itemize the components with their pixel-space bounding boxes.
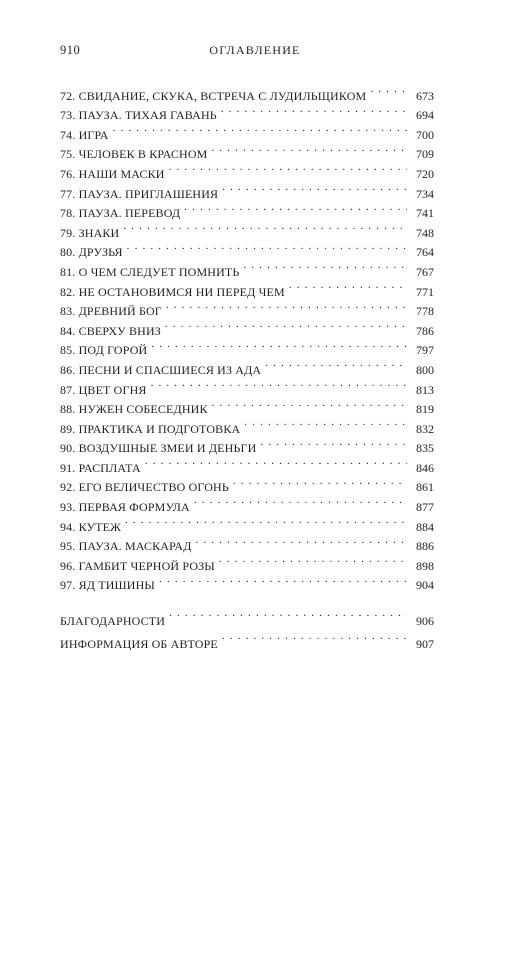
dot-leader	[265, 354, 407, 374]
toc-entry-title: БЛАГОДАРНОСТИ	[60, 614, 166, 628]
toc-entry-title: 97. ЯД ТИШИНЫ	[60, 578, 156, 593]
toc-entry-title: 72. СВИДАНИЕ, СКУКА, ВСТРЕЧА С ЛУДИЛЬЩИКОМ	[60, 88, 367, 103]
toc-entry-page: 906	[416, 614, 434, 628]
toc-entry-page: 877	[416, 500, 434, 515]
toc-entry-page: 835	[416, 441, 434, 456]
toc-entry-title: 74. ИГРА	[60, 127, 109, 142]
dot-leader	[127, 237, 407, 257]
dot-leader	[233, 472, 407, 492]
dot-leader	[159, 570, 407, 590]
toc-entry-page: 797	[416, 343, 434, 358]
toc-entry-page: 832	[416, 421, 434, 436]
dot-leader	[169, 602, 407, 625]
dot-leader	[243, 256, 407, 276]
toc-entry-page: 748	[416, 225, 434, 240]
toc-entry-title: 79. ЗНАКИ	[60, 225, 120, 240]
dot-leader	[260, 433, 407, 453]
toc-entry-page: 767	[416, 264, 434, 279]
toc-entry-title: 88. НУЖЕН СОБЕСЕДНИК	[60, 402, 208, 417]
toc-entry-page: 846	[416, 460, 434, 475]
toc-entry-page: 720	[416, 166, 434, 181]
page-number: 910	[60, 43, 81, 57]
toc-entry-page: 771	[416, 284, 434, 299]
toc-entry-title: 84. СВЕРХУ ВНИЗ	[60, 323, 161, 338]
running-title: ОГЛАВЛЕНИЕ	[209, 43, 301, 57]
toc-entry-title: 86. ПЕСНИ И СПАСШИЕСЯ ИЗ АДА	[60, 362, 262, 377]
toc-entry-title: 78. ПАУЗА. ПЕРЕВОД	[60, 206, 181, 221]
toc-entry-title: 94. КУТЕЖ	[60, 519, 122, 534]
dot-leader	[289, 276, 407, 296]
toc-entry-page: 819	[416, 402, 434, 417]
dot-leader	[222, 178, 407, 198]
dot-leader	[211, 139, 407, 159]
dot-leader	[221, 100, 407, 120]
toc-entry-page: 884	[416, 519, 434, 534]
toc-entry-title: 75. ЧЕЛОВЕК В КРАСНОМ	[60, 147, 208, 162]
toc-entry-title: 89. ПРАКТИКА И ПОДГОТОВКА	[60, 421, 241, 436]
toc-entry-page: 734	[416, 186, 434, 201]
toc-entry-page: 813	[416, 382, 434, 397]
toc-entry-title: 90. ВОЗДУШНЫЕ ЗМЕИ И ДЕНЬГИ	[60, 441, 257, 456]
toc-entry-title: ИНФОРМАЦИЯ ОБ АВТОРЕ	[60, 637, 218, 651]
dot-leader	[370, 80, 407, 100]
toc-entry-title: 95. ПАУЗА. МАСКАРАД	[60, 539, 192, 554]
dot-leader	[222, 625, 407, 648]
toc-entry-page: 786	[416, 323, 434, 338]
toc-entry	[60, 119, 434, 142]
toc-entry-title: 73. ПАУЗА. ТИХАЯ ГАВАНЬ	[60, 108, 217, 123]
dot-leader	[123, 217, 407, 237]
dot-leader	[151, 374, 407, 394]
toc-entry	[60, 602, 434, 628]
dot-leader	[219, 550, 407, 570]
toc-entry-page: 898	[416, 558, 434, 573]
dot-leader	[113, 119, 407, 139]
toc-entry-page: 907	[416, 637, 434, 651]
toc-entry-page: 861	[416, 480, 434, 495]
toc-entry-page: 800	[416, 362, 434, 377]
dot-leader	[166, 296, 407, 316]
toc-entry-page: 694	[416, 108, 434, 123]
toc-entry-title: 91. РАСПЛАТА	[60, 460, 141, 475]
dot-leader	[145, 452, 407, 472]
table-of-contents	[60, 80, 434, 593]
dot-leader	[194, 491, 407, 511]
dot-leader	[212, 394, 407, 414]
page-header	[60, 43, 450, 61]
toc-entry-page: 709	[416, 147, 434, 162]
table-of-contents-backmatter	[60, 602, 434, 651]
toc-entry-page: 904	[416, 578, 434, 593]
toc-entry-title: 92. ЕГО ВЕЛИЧЕСТВО ОГОНЬ	[60, 480, 229, 495]
toc-entry-title: 87. ЦВЕТ ОГНЯ	[60, 382, 147, 397]
dot-leader	[196, 531, 407, 551]
toc-entry-title: 85. ПОД ГОРОЙ	[60, 343, 148, 358]
toc-entry-title: 80. ДРУЗЬЯ	[60, 245, 123, 260]
toc-entry-title: 93. ПЕРВАЯ ФОРМУЛА	[60, 500, 190, 515]
dot-leader	[125, 511, 407, 531]
dot-leader	[244, 413, 407, 433]
toc-entry-page: 741	[416, 206, 434, 221]
toc-entry-page: 673	[416, 88, 434, 103]
toc-entry-page: 764	[416, 245, 434, 260]
toc-entry-page: 778	[416, 304, 434, 319]
toc-entry-title: 77. ПАУЗА. ПРИГЛАШЕНИЯ	[60, 186, 219, 201]
dot-leader	[151, 335, 407, 355]
toc-entry-title: 96. ГАМБИТ ЧЕРНОЙ РОЗЫ	[60, 558, 215, 573]
toc-entry-page: 700	[416, 127, 434, 142]
toc-entry-title: 82. НЕ ОСТАНОВИМСЯ НИ ПЕРЕД ЧЕМ	[60, 284, 285, 299]
toc-entry	[60, 139, 434, 162]
dot-leader	[165, 315, 407, 335]
dot-leader	[169, 158, 407, 178]
toc-entry-page: 886	[416, 539, 434, 554]
toc-entry-title: 76. НАШИ МАСКИ	[60, 166, 165, 181]
toc-entry-title: 81. О ЧЕМ СЛЕДУЕТ ПОМНИТЬ	[60, 264, 240, 279]
toc-entry	[60, 80, 434, 103]
dot-leader	[184, 198, 407, 218]
toc-entry-title: 83. ДРЕВНИЙ БОГ	[60, 304, 162, 319]
